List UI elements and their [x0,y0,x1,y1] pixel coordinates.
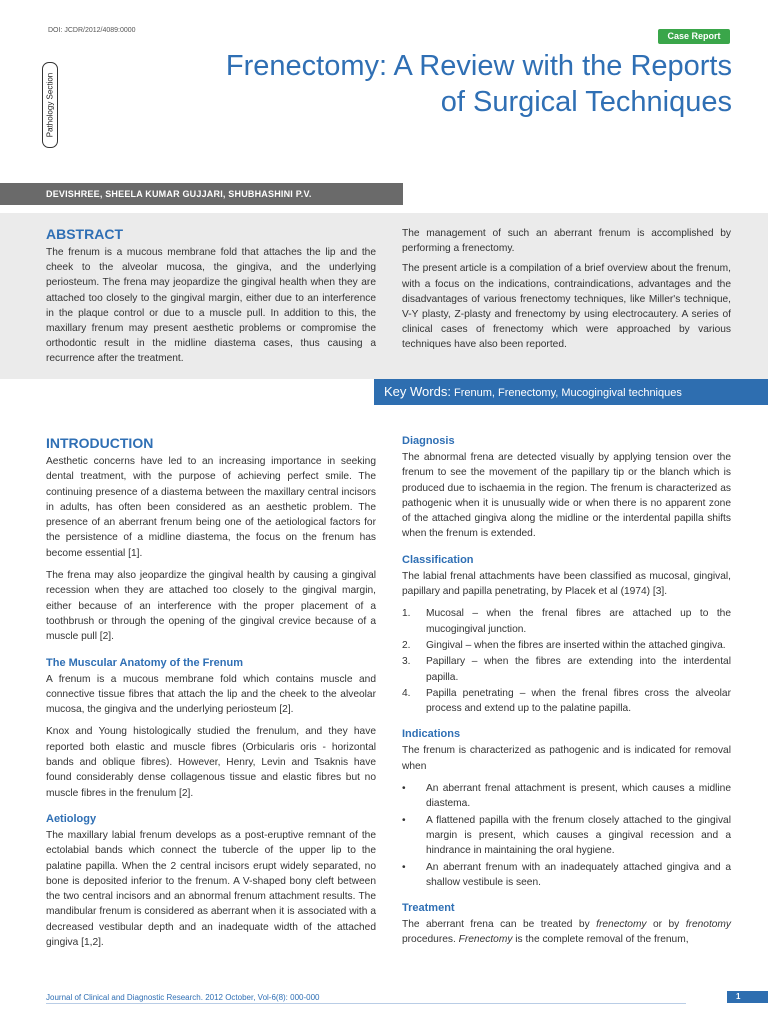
abstract-left-text: The frenum is a mucous membrane fold that attaches the lip and the cheek to the alveolar mucosa, the gingiva, and the underlying periosteum. The frena may jeopardize the gingival health when they are attached too closely to the gingival margin, either due to an interference in the plaque control or due to a muscle pull. In addition to this, the maxillary frenum may present aesthetic problems or compromise the orthodontic result in the midline diastema cases, thus causing a recurrence after the treatment. [46,247,376,365]
indications-list [402,781,731,890]
section-label-text: Pathology Section [45,72,55,138]
aetiology-heading: Aetiology [46,812,97,825]
treatment-heading: Treatment [402,902,455,915]
classification-paragraph: The labial frenal attachments have been classified as mucosal, gingival, papillary and papilla penetrating, by Placek et al (1974) [3]. [402,570,731,598]
title-line-2: of Surgical Techniques [440,86,732,118]
bullet-icon: • [402,861,406,873]
list-item: 4. Papilla penetrating – when the frenal fibres cross the alveolar process and extend up to the palatine papilla. [402,687,731,715]
abstract-right-p1: The management of such an aberrant frenum is accomplished by performing a frenectomy. [402,228,731,255]
footer-divider [46,1003,686,1004]
body-left-column [46,434,376,957]
section-label [42,62,58,148]
classification-heading: Classification [402,553,474,566]
list-item: • A flattened papilla with the frenum closely attached to the gingival margin is present, which causes a gingival recession and a hindrance in maintaining the oral hygiene. [402,814,731,857]
abstract-right-p2: The present article is a compilation of a brief overview about the frenum, with a focus on the indications, contraindications, advantages and the disadvantages of various frenectomy techniques, like Miller's technique, V-Y plasty, Z-plasty and frenectomy by using electrocautery. A series of clinical cases of frenectomy which were approached by various techniques have also been reported. [402,263,731,351]
list-item: 2. Gingival – when the fibres are inserted within the attached gingiva. [402,639,726,651]
page-number: 1 [727,991,768,1003]
aetiology-paragraph-1: The maxillary labial frenum develops as a post-eruptive remnant of the ectolabial bands which connect the tubercle of the upper lip to the palatine papilla. When the 2 central incisors erupt widely separated, no bone is deposited inferior to the frenum. A V-shaped bony cleft between the two central incisors and an abnormal frenum attachment results. The mandibular frenum is considered as aberrant when it is associated with a decreased vestibular depth and an inadequate width of the attached gingiva [1,2]. [46,829,376,949]
intro-paragraph-1: Aesthetic concerns have led to an increasing importance in seeking dental treatment, with the purpose of achieving perfect smile. The continuing presence of a diastema between the maxillary central incisors in adults, has often been considered as an aesthetic problem. The presence of an aberrant frenum being one of the aetiological factors for the persistence of a midline diastema, the focus on the frenum has become essential [1]. [46,456,376,559]
title-line-1: Frenectomy: A Review with the Reports [225,50,732,82]
anatomy-paragraph-1: A frenum is a mucous membrane fold which contains muscle and connective tissue fibres that attach the lip and the cheek to the alveolar mucosa, the gingiva and the underlying periosteum [2]. [46,673,376,716]
abstract-heading: ABSTRACT [46,226,123,242]
treatment-paragraph: The aberrant frena can be treated by frenectomy or by frenotomy procedures. Frenectomy is the complete removal of the frenum, [402,919,732,946]
abstract-right [402,226,731,358]
keywords-bar [374,379,768,405]
journal-footer: Journal of Clinical and Diagnostic Research. 2012 October, Vol-6(8): 000-000 [46,993,320,1002]
doi-text: DOI: JCDR/2012/4089:0000 [48,27,136,34]
indications-heading: Indications [402,728,461,741]
anatomy-paragraph-2: Knox and Young histologically studied the frenulum, and they have reported both elastic and muscle fibres (Orbicularis oris - horizontal bands and oblique fibres). However, Henry, Levin and Tsaknis have found considerably dense collagenous tissue and elastic fibres but no muscle fibres in the frenulum [2]. [46,726,376,799]
intro-paragraph-2: The frena may also jeopardize the gingival health by causing a gingival recession when they are attached too closely to the gingival margin, either because of an interference with the proper placement of a toothbrush or through the opening of the gingival crevice because of a muscle pull [2]. [46,570,376,643]
indications-paragraph: The frenum is characterized as pathogenic and is indicated for removal when [402,745,731,772]
bullet-icon: • [402,783,406,795]
classification-list [402,606,731,716]
list-item: • An aberrant frenum with an inadequately attached gingiva and a shallow vestibule is seen. [402,861,731,888]
diagnosis-heading: Diagnosis [402,435,455,447]
list-item: • An aberrant frenal attachment is present, which causes a midline diastema. [402,783,731,810]
diagnosis-paragraph: The abnormal frena are detected visually by applying tension over the frenum to see the movement of the papillary tip or the blanch which is produced due to ischaemia in the region. The frenum is characterized as pathogenic when it is unusually wide or when there is no apparent zone of the attached gingiva along the midline or the interdental papilla shifts when the frenum is extended. [402,452,731,540]
case-report-badge: Case Report [658,29,730,44]
bullet-icon: • [402,814,406,826]
authors-bar: DEVISHREE, SHEELA KUMAR GUJJARI, SHUBHASHINI P.V. [0,183,403,205]
list-item: 1. Mucosal – when the frenal fibres are attached up to the mucogingival junction. [402,608,731,635]
keywords-value: Frenum, Frenectomy, Mucogingival techniques [454,387,682,399]
article-title [150,48,732,120]
keywords-label: Key Words: [384,384,451,399]
anatomy-heading: The Muscular Anatomy of the Frenum [46,656,244,669]
body-right-column [402,434,731,955]
list-item: 3. Papillary – when the fibres are extending into the interdental papilla. [402,656,731,683]
introduction-heading: INTRODUCTION [46,435,154,451]
